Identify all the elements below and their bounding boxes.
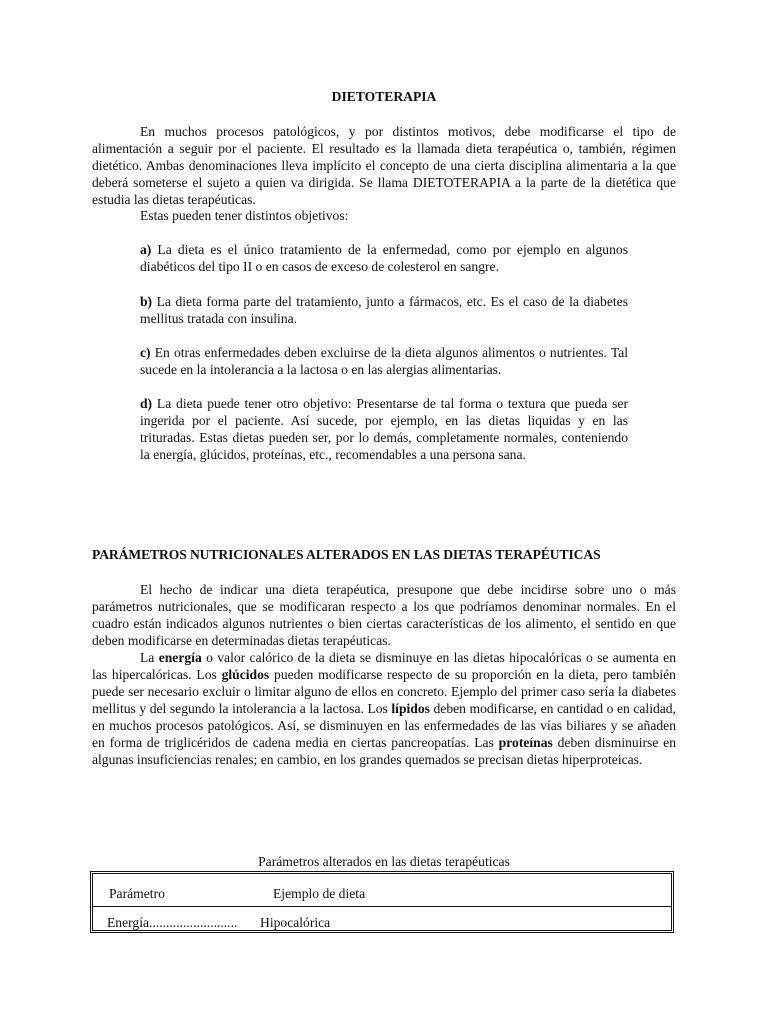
section-heading: PARÁMETROS NUTRICIONALES ALTERADOS EN LAS DIETAS TERAPÉUTICAS xyxy=(92,547,601,562)
objective-letter: b) xyxy=(140,294,153,309)
intro-text: En muchos procesos patológicos, y por distintos motivos, debe modificarse el tipo de alimentación a seguir por el paciente. El resultado es la llamada dieta terapéutica o, también, régimen dietético. Ambas denominaciones lleva implícito el concepto de una cierta disciplina alimentaria a la que deberá someterse el sujeto a quien va dirigida. Se llama DIETOTERAPIA a la parte de la dietética que estudia las dietas terapéuticas. xyxy=(92,124,676,207)
term-proteinas: proteínas xyxy=(498,735,553,750)
objective-d xyxy=(140,395,628,463)
objective-c xyxy=(140,344,628,378)
cell-parametro: Energía.......................... xyxy=(107,915,238,930)
section-paragraph-1: El hecho de indicar una dieta terapéutica, presupone que debe incidirse sobre uno o más parámetros nutricionales, que se modificaran respecto a los que podríamos denominar normales. En el cuadro están indicados algunos nutrientes o bien ciertas características de los alimento, el sentido en que deben modificarse en determinadas dietas terapéuticas. xyxy=(92,582,676,648)
objective-letter: a) xyxy=(140,242,152,257)
header-parametro: Parámetro xyxy=(109,886,165,901)
term-lipidos: lípidos xyxy=(391,701,430,716)
page-title: DIETOTERAPIA xyxy=(331,89,437,104)
objective-text: En otras enfermedades deben excluirse de la dieta algunos alimentos o nutrientes. Tal sucede en la intolerancia a la lactosa o en las alergias alimentarias. xyxy=(140,345,628,377)
parameters-table xyxy=(90,871,674,933)
objective-text: La dieta forma parte del tratamiento, junto a fármacos, etc. Es el caso de la diabetes mellitus tratada con insulina. xyxy=(140,294,628,326)
term-energia: energía xyxy=(158,650,202,665)
objective-b xyxy=(140,293,628,327)
objectives-lead: Estas pueden tener distintos objetivos: xyxy=(140,208,349,223)
objective-a xyxy=(140,241,628,275)
intro-paragraph xyxy=(92,123,676,208)
cell-ejemplo: Hipocalórica xyxy=(260,915,331,930)
table-divider xyxy=(93,906,671,907)
objective-letter: d) xyxy=(140,396,153,411)
section-paragraph-2: La energía o valor calórico de la dieta se disminuye en las dietas hipocalóricas o se aumenta en las hipercalóricas. Los glúcidos pueden modificarse respecto de su proporción en la dieta, pero también puede ser necesario excluir o limitar alguno de ellos en concreto. Ejemplo del primer caso sería la diabetes mellitus y del segundo la intolerancia a la lactosa. Los lípidos deben modificarse, en cantidad o en calidad, en muchos procesos patológicos. Así, se disminuyen en las enfermedades de las vías biliares y se añaden en forma de triglicéridos de cadena media en ciertas pancreopatías. Las proteínas deben disminuirse en algunas insuficiencias renales; en cambio, en los grandes quemados se precisan dietas hiperproteicas. xyxy=(92,650,677,767)
term-glucidos: glúcidos xyxy=(221,667,270,682)
table-caption: Parámetros alterados en las dietas terapéuticas xyxy=(258,854,510,869)
objective-letter: c) xyxy=(140,345,151,360)
header-ejemplo: Ejemplo de dieta xyxy=(273,886,366,901)
objective-text: La dieta es el único tratamiento de la enfermedad, como por ejemplo en algunos diabéticos del tipo II o en casos de exceso de colesterol en sangre. xyxy=(140,242,628,274)
section-body xyxy=(92,581,676,768)
objective-text: La dieta puede tener otro objetivo: Presentarse de tal forma o textura que pueda ser ingerida por el paciente. Así sucede, por ejemplo, en las dietas liquidas y en las trituradas. Estas dietas pueden ser, por lo demás, completamente normales, conteniendo la energía, glúcidos, proteínas, etc., recomendables a una persona sana. xyxy=(140,396,628,462)
